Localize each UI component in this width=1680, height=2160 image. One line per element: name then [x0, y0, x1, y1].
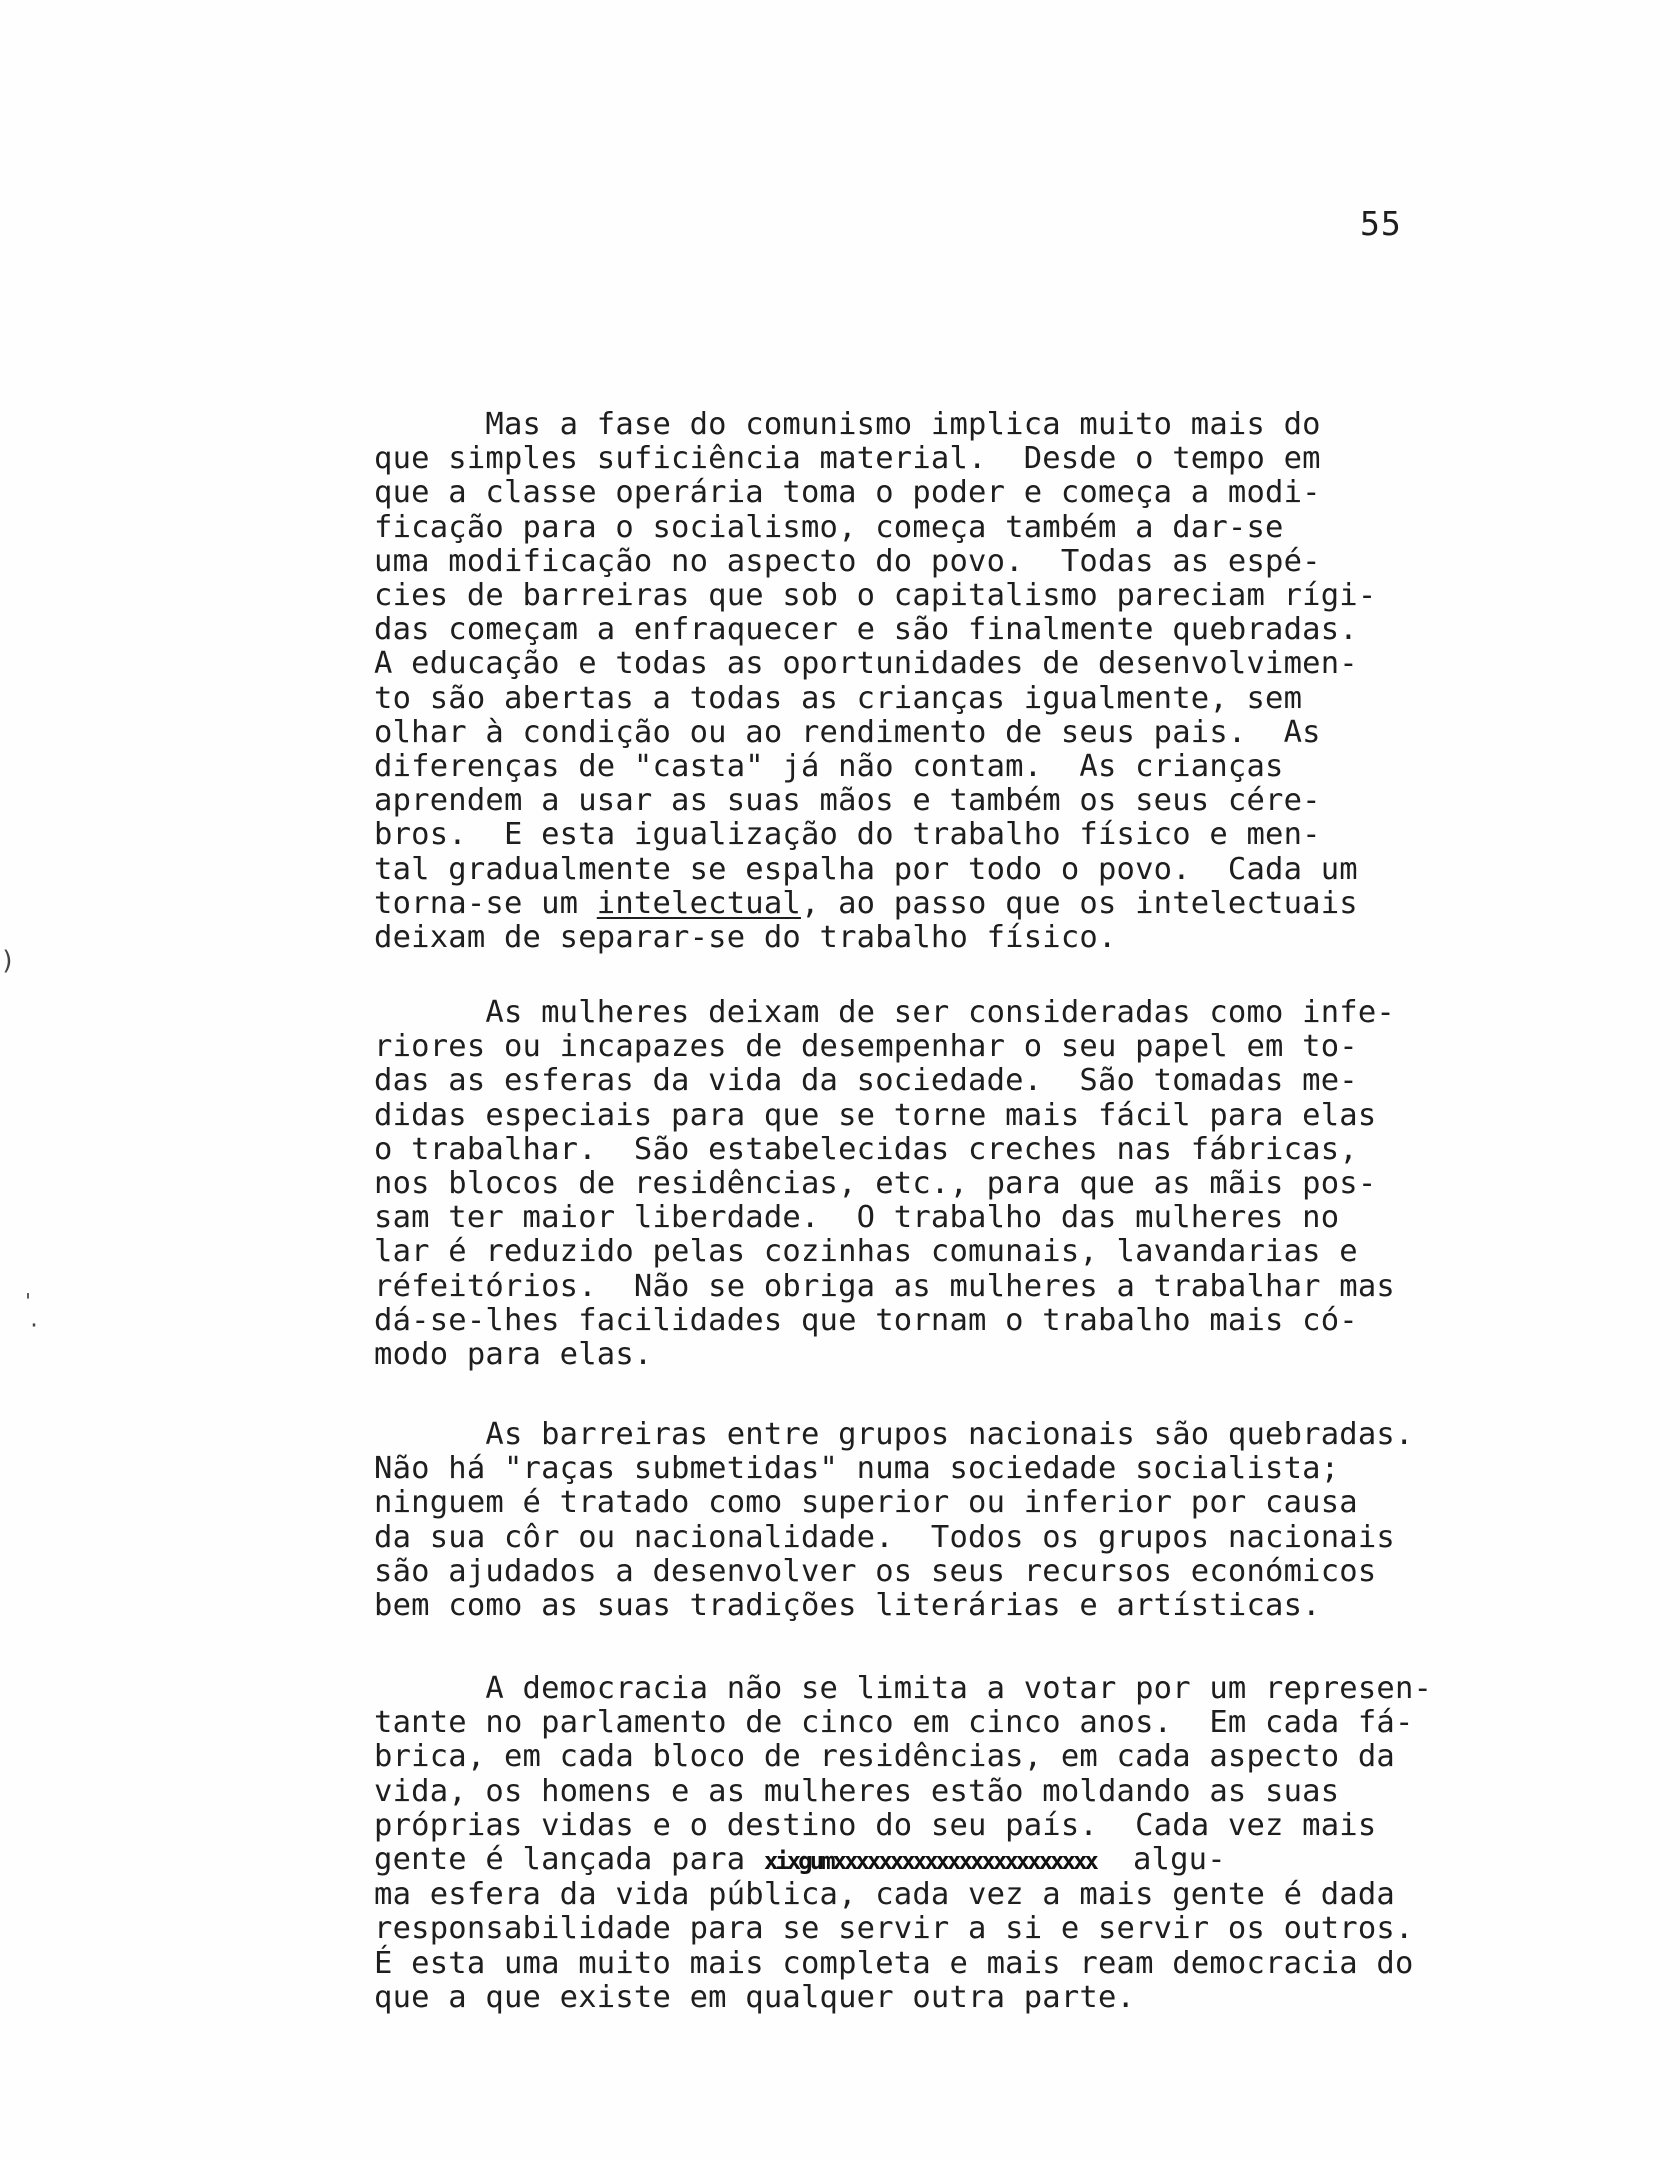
text-line: dá-se-lhes facilidades que tornam o trabalho mais có-	[374, 1302, 1358, 1338]
text-line: diferenças de "casta" já não contam. As crianças	[374, 749, 1284, 785]
margin-mark: )	[0, 946, 16, 976]
text-line: que a que existe em qualquer outra parte.	[374, 1979, 1136, 2015]
text-line: brica, em cada bloco de residências, em cada aspecto da	[374, 1739, 1395, 1775]
text-line: bem como as suas tradições literárias e artísticas.	[374, 1588, 1321, 1624]
text-line: réfeitórios. Não se obriga as mulheres a trabalhar mas	[374, 1268, 1395, 1304]
text-segment: gente é lançada para	[374, 1842, 764, 1878]
text-segment: torna-se um	[374, 885, 597, 921]
text-line: das as esferas da vida da sociedade. São tomadas me-	[374, 1063, 1358, 1099]
text-line-underlined	[374, 887, 1376, 921]
text-line: próprias vidas e o destino do seu país. Cada vez mais	[374, 1807, 1377, 1843]
typed-strikeout: xixgumxxxxxxxxxxxxxxxxxxxxxxx	[763, 1847, 1096, 1876]
paragraph-national-groups	[374, 1418, 1414, 1623]
text-line: lar é reduzido pelas cozinhas comunais, lavandarias e	[374, 1234, 1358, 1270]
text-line: que simples suficiência material. Desde o tempo em	[374, 441, 1321, 477]
text-line: As barreiras entre grupos nacionais são quebradas.	[374, 1417, 1414, 1452]
margin-mark: '	[22, 1289, 35, 1313]
text-line: são ajudados a desenvolver os seus recursos económicos	[374, 1553, 1377, 1589]
text-line: ficação para o socialismo, começa também a dar-se	[374, 509, 1284, 545]
text-line: sam ter maior liberdade. O trabalho das mulheres no	[374, 1200, 1340, 1236]
text-line: que a classe operária toma o poder e começa a modi-	[374, 475, 1321, 511]
text-line: deixam de separar-se do trabalho físico.	[374, 920, 1117, 956]
text-line: cies de barreiras que sob o capitalismo pareciam rígi-	[374, 578, 1377, 614]
text-line: ninguem é tratado como superior ou inferior por causa	[374, 1485, 1358, 1521]
text-line: As mulheres deixam de ser consideradas como infe-	[374, 995, 1395, 1030]
text-line: da sua côr ou nacionalidade. Todos os grupos nacionais	[374, 1519, 1395, 1555]
text-line: aprendem a usar as suas mãos e também os seus cére-	[374, 783, 1321, 819]
text-line: modo para elas.	[374, 1337, 653, 1373]
text-line: tal gradualmente se espalha por todo o povo. Cada um	[374, 851, 1358, 887]
text-line: nos blocos de residências, etc., para que as mãis pos-	[374, 1166, 1377, 1202]
text-line: vida, os homens e as mulheres estão moldando as suas	[374, 1773, 1340, 1809]
paragraph-communism	[374, 408, 1376, 955]
text-line: to são abertas a todas as crianças igualmente, sem	[374, 680, 1303, 716]
text-line: ma esfera da vida pública, cada vez a mais gente é dada	[374, 1877, 1395, 1913]
text-line-struck	[374, 1843, 1432, 1878]
text-line: didas especiais para que se torne mais fácil para elas	[374, 1097, 1377, 1133]
page-number: 55	[1360, 204, 1402, 243]
paragraph-women	[374, 996, 1395, 1372]
text-line: Mas a fase do comunismo implica muito mais do	[374, 407, 1321, 442]
text-line: A democracia não se limita a votar por um represen-	[374, 1671, 1433, 1706]
text-line: responsabilidade para se servir a si e servir os outros.	[374, 1911, 1414, 1947]
text-line: É esta uma muito mais completa e mais ream democracia do	[374, 1945, 1414, 1981]
margin-mark: ·	[28, 1313, 41, 1337]
text-segment: algu-	[1095, 1842, 1226, 1878]
text-line: o trabalhar. São estabelecidas creches nas fábricas,	[374, 1131, 1358, 1167]
paragraph-democracy	[374, 1672, 1432, 2015]
text-line: riores ou incapazes de desempenhar o seu papel em to-	[374, 1029, 1358, 1065]
text-segment: , ao passo que os intelectuais	[800, 885, 1358, 921]
text-line: uma modificação no aspecto do povo. Todas as espé-	[374, 543, 1321, 579]
text-line: bros. E esta igualização do trabalho físico e men-	[374, 817, 1321, 853]
text-line: das começam a enfraquecer e são finalmente quebradas.	[374, 612, 1358, 648]
underlined-word: intelectual	[596, 885, 801, 921]
text-line: tante no parlamento de cinco em cinco anos. Em cada fá-	[374, 1705, 1414, 1741]
text-line: A educação e todas as oportunidades de desenvolvimen-	[374, 646, 1358, 682]
text-line: Não há "raças submetidas" numa sociedade socialista;	[374, 1451, 1340, 1487]
text-line: olhar à condição ou ao rendimento de seus pais. As	[374, 714, 1321, 750]
